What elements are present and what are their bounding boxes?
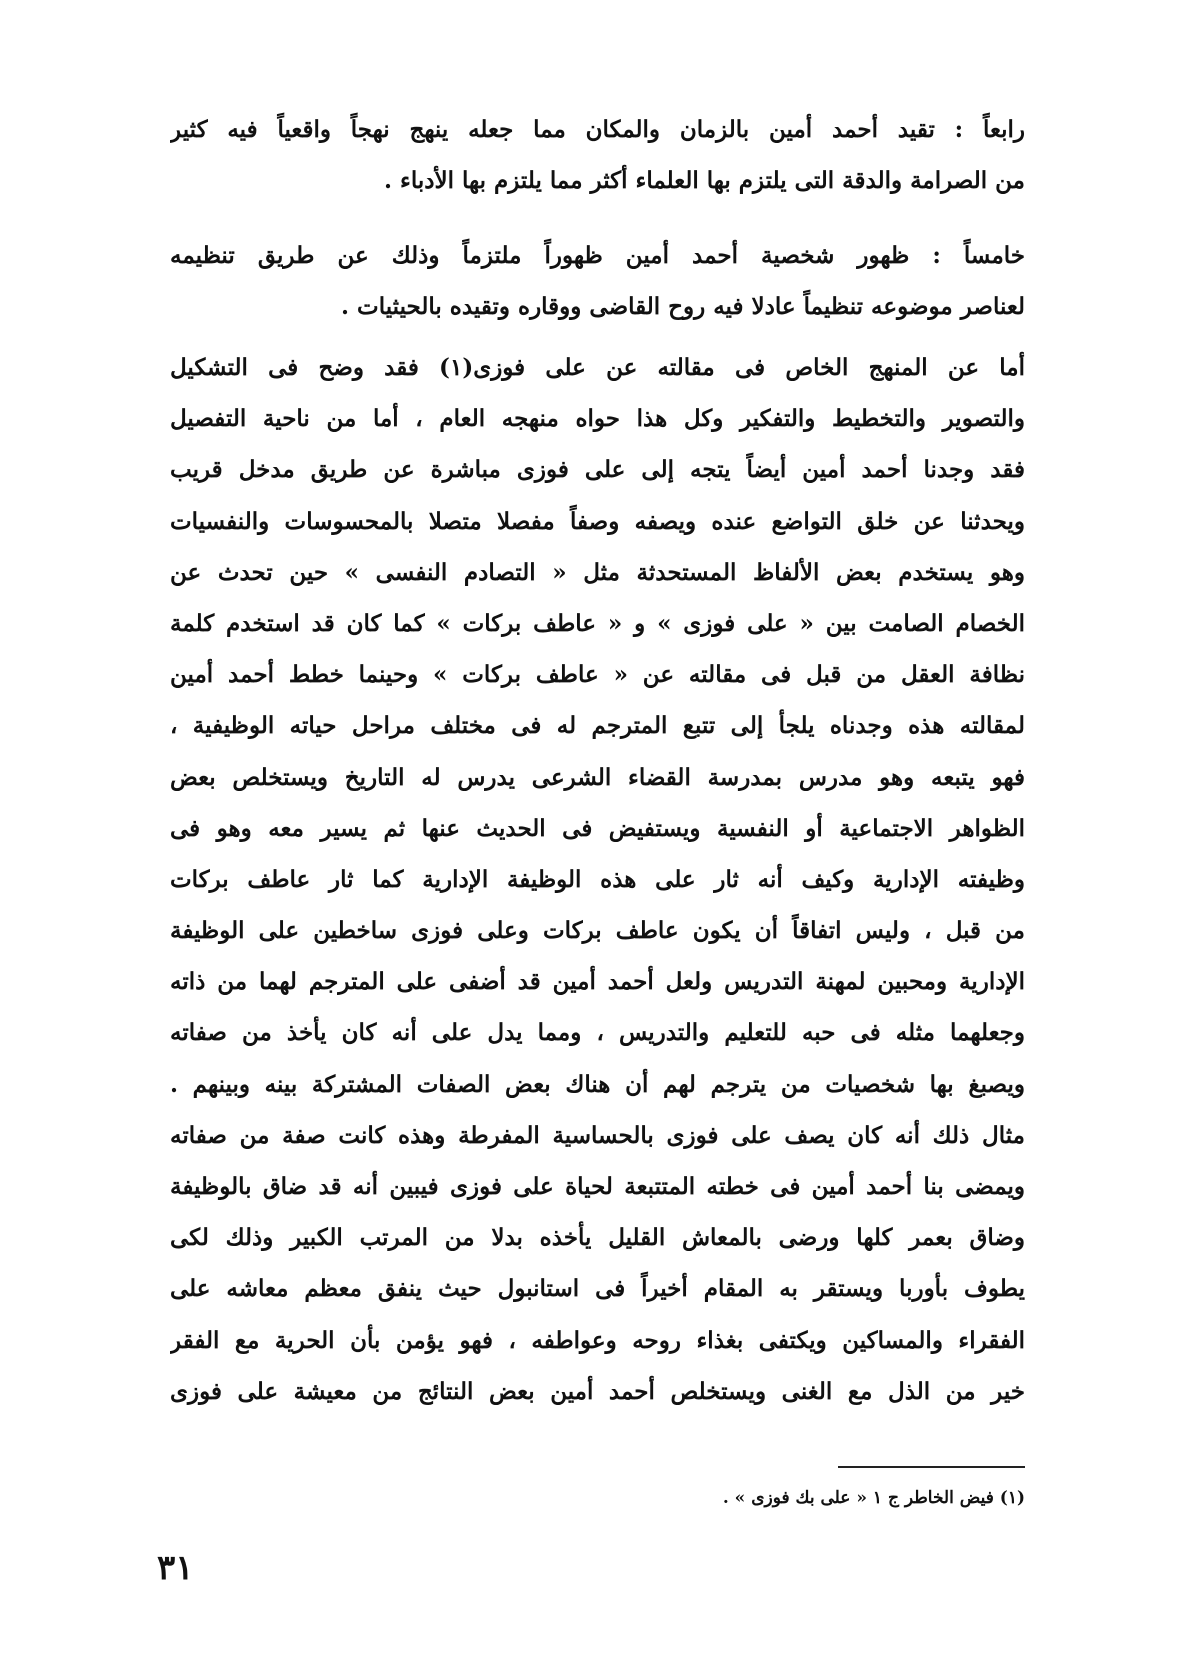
text-line: يطوف بأوربا ويستقر به المقام أخيراً فى استانبول حيث ينفق معظم معاشه على (170, 1275, 1025, 1303)
text-line: خير من الذل مع الغنى ويستخلص أحمد أمين بعض النتائج من معيشة على فوزى (170, 1377, 1025, 1405)
text-line: الفقراء والمساكين ويكتفى بغذاء روحه وعواطفه ، فهو يؤمن بأن الحرية مع الفقر (170, 1326, 1025, 1354)
text-line: فهو يتبعه وهو مدرس بمدرسة القضاء الشرعى يدرس له التاريخ ويستخلص بعض (170, 763, 1025, 791)
text-line: مثال ذلك أنه كان يصف على فوزى بالحساسية المفرطة وهذه كانت صفة من صفاته (170, 1121, 1025, 1149)
text-line: أما عن المنهج الخاص فى مقالته عن على فوزى(١) فقد وضح فى التشكيل (170, 354, 1025, 381)
text-line: ويحدثنا عن خلق التواضع عنده ويصفه وصفاً مفصلا متصلا بالمحسوسات والنفسيات (170, 507, 1025, 535)
paragraph-fourth-point (170, 104, 1025, 206)
page-number: ٣١ (157, 1548, 194, 1588)
text-line: الخصام الصامت بين « على فوزى » و « عاطف بركات » كما كان قد استخدم كلمة (170, 609, 1025, 637)
text-line: نظافة العقل من قبل فى مقالته عن « عاطف بركات » وحينما خطط أحمد أمين (170, 661, 1025, 689)
text-line: وهو يستخدم بعض الألفاظ المستحدثة مثل « التصادم النفسى » حين تحدث عن (170, 558, 1025, 586)
paragraph-fifth-point (170, 230, 1025, 332)
text-line: خامساً : ظهور شخصية أحمد أمين ظهوراً ملتزماً وذلك عن طريق تنظيمه (170, 242, 1025, 269)
text-line: من الصرامة والدقة التى يلتزم بها العلماء أكثر مما يلتزم بها الأدباء . (383, 167, 1025, 194)
text-line: ويصبغ بها شخصيات من يترجم لهم أن هناك بعض الصفات المشتركة بينه وبينهم . (170, 1070, 1025, 1098)
text-line: والتصوير والتخطيط والتفكير وكل هذا حواه منهجه العام ، أما من ناحية التفصيل (170, 405, 1025, 433)
text-line: الإدارية ومحبين لمهنة التدريس ولعل أحمد أمين قد أضفى على المترجم لهما من ذاته (170, 968, 1025, 996)
paragraph-specific-method (170, 342, 1025, 1417)
footnote-divider (838, 1466, 1025, 1468)
text-line: الظواهر الاجتماعية أو النفسية ويستفيض فى الحديث عنها ثم يسير معه وهو فى (170, 814, 1025, 842)
text-line: ويمضى بنا أحمد أمين فى خطته المتتبعة لحياة على فوزى فيبين أنه قد ضاق بالوظيفة (170, 1173, 1025, 1200)
text-line: وضاق بعمر كلها ورضى بالمعاش القليل يأخذه بدلا من المرتب الكبير وذلك لكى (170, 1224, 1025, 1252)
text-line: لمقالته هذه وجدناه يلجأ إلى تتبع المترجم له فى مختلف مراحل حياته الوظيفية ، (170, 712, 1025, 740)
text-line: وجعلهما مثله فى حبه للتعليم والتدريس ، ومما يدل على أنه كان يأخذ من صفاته (170, 1019, 1025, 1047)
text-line: رابعاً : تقيد أحمد أمين بالزمان والمكان مما جعله ينهج نهجاً واقعياً فيه كثير (170, 116, 1025, 143)
footnote: (١) فيض الخاطر ج ١ « على بك فوزى » . (722, 1488, 1025, 1508)
text-line: لعناصر موضوعه تنظيماً عادلا فيه روح القاضى ووقاره وتقيده بالحيثيات . (341, 293, 1025, 320)
text-line: وظيفته الإدارية وكيف أنه ثار على هذه الوظيفة الإدارية كما ثار عاطف بركات (170, 865, 1025, 893)
text-line: فقد وجدنا أحمد أمين أيضاً يتجه إلى على فوزى مباشرة عن طريق مدخل قريب (170, 456, 1025, 484)
text-line: من قبل ، وليس اتفاقاً أن يكون عاطف بركات وعلى فوزى ساخطين على الوظيفة (170, 917, 1025, 945)
